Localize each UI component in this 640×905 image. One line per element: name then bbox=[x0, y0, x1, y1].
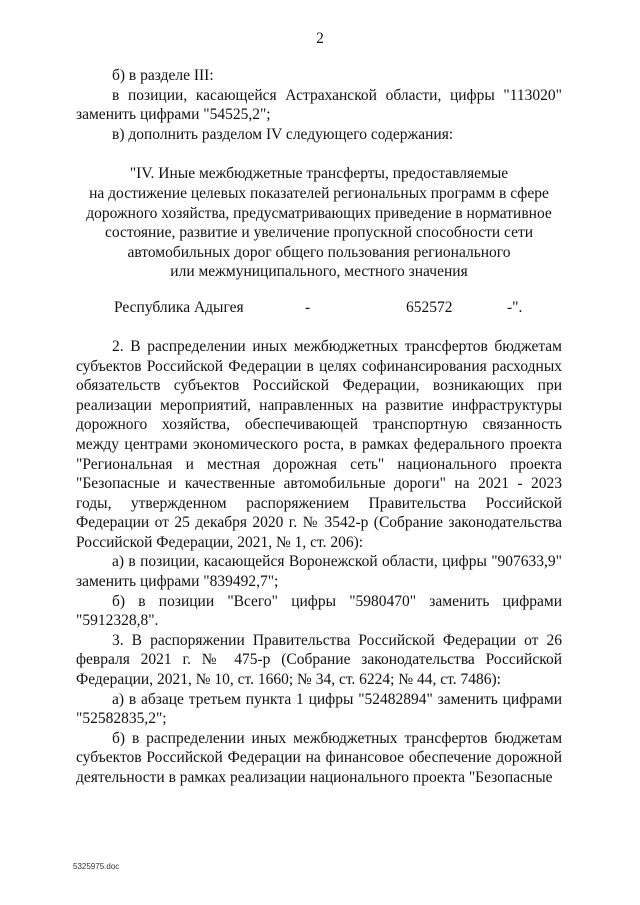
heading-line: или межмуниципального, местного значения bbox=[170, 263, 468, 281]
region-value: 652572 bbox=[406, 298, 453, 316]
document-body bbox=[76, 66, 562, 788]
region-row-adygea bbox=[76, 298, 562, 318]
paragraph-abzac-3: а) в абзаце третьем пункта 1 цифры "52482894" заменить цифрами "52582835,2"; bbox=[76, 690, 562, 728]
heading-line: дорожного хозяйства, предусматривающих приведение в нормативное bbox=[86, 204, 552, 222]
region-name: Республика Адыгея bbox=[114, 298, 244, 316]
paragraph-item-2: 2. В распределении иных межбюджетных трансфертов бюджетам субъектов Российской Федерации в целях софинансирования расходных обязательств субъектов Российской Федерации, возникающих при реализации мероприятий, направленных на развитие инфраструктуры дорожного хозяйства, обеспечивающей транспортную связанность между центрами экономического роста, в рамках федерального проекта "Региональная и местная дорожная сеть" национального проекта "Безопасные и качественные автомобильные дороги" на 2021 - 2023 годы, утвержденном распоряжением Правительства Российской Федерации от 25 декабря 2020 г. № 3542-р (Собрание законодательства Российской Федерации, 2021, № 1, ст. 206): bbox=[76, 337, 562, 551]
page-number: 2 bbox=[316, 30, 324, 47]
heading-line: автомобильных дорог общего пользования регионального bbox=[127, 243, 511, 261]
paragraph-add-section-iv: в) дополнить разделом IV следующего содержания: bbox=[112, 125, 454, 143]
footer-document-id: 5325975.doc bbox=[73, 862, 120, 871]
paragraph-astrakhan: в позиции, касающейся Астраханской области, цифры "113020" заменить цифрами "54525,2"; bbox=[76, 86, 562, 124]
paragraph-total: б) в позиции "Всего" цифры "5980470" заменить цифрами "5912328,8". bbox=[76, 592, 562, 630]
paragraph-distribution: б) в распределении иных межбюджетных трансфертов бюджетам субъектов Российской Федерации на финансовое обеспечение дорожной деятельности в рамках реализации национального проекта "Безопасные bbox=[76, 729, 562, 786]
paragraph-item-3: 3. В распоряжении Правительства Российской Федерации от 26 февраля 2021 г. № 475-р (Собрание законодательства Российской Федерации, 2021, № 10, ст. 1660; № 34, ст. 6224; № 44, ст. 7486): bbox=[76, 631, 562, 689]
region-end-mark: -". bbox=[507, 298, 523, 316]
heading-line: "IV. Иные межбюджетные трансферты, предоставляемые bbox=[129, 165, 509, 183]
region-dash: - bbox=[305, 298, 311, 316]
section-iv-heading bbox=[76, 164, 562, 282]
paragraph-voronezh: а) в позиции, касающейся Воронежской области, цифры "907633,9" заменить цифрами "839492,7"; bbox=[76, 553, 562, 591]
heading-line: состояние, развитие и увеличение пропускной способности сети bbox=[104, 224, 534, 242]
paragraph-section-iii: б) в разделе III: bbox=[112, 67, 214, 84]
heading-line: на достижение целевых показателей региональных программ в сфере bbox=[89, 184, 549, 202]
